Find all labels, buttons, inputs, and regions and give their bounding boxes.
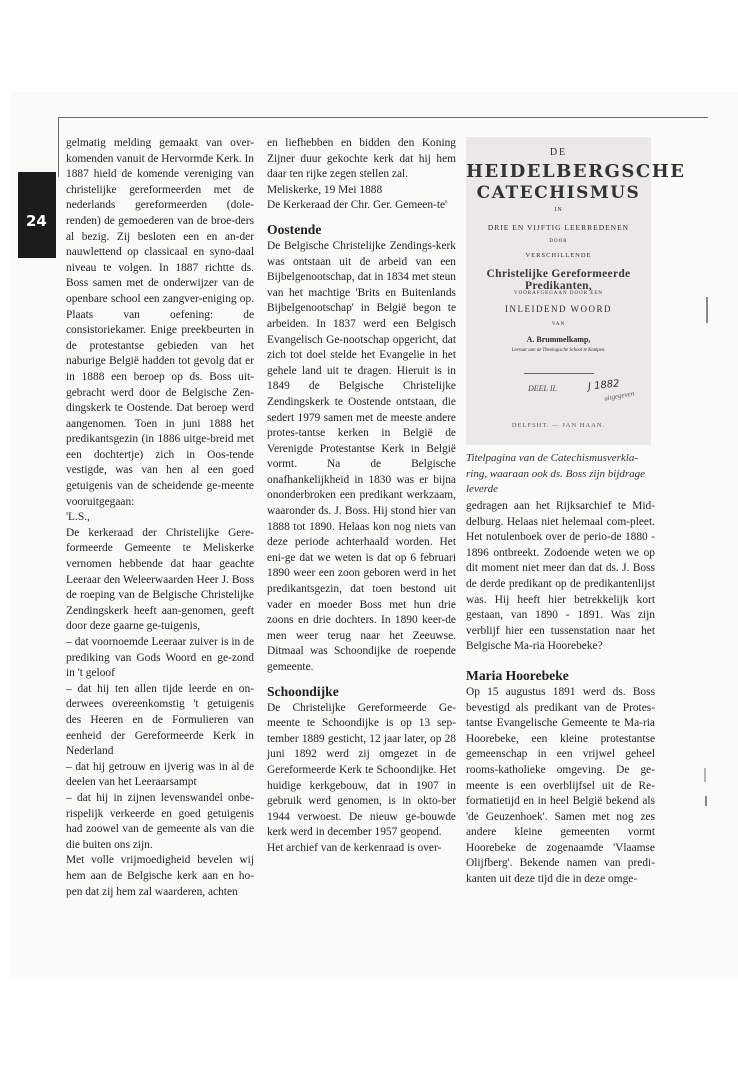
tp-leeraar: Leeraar aan de Theologische School te Kampen. [511,348,606,353]
left-rule [58,117,59,177]
col1-paragraph: – dat hij in zijnen levenswandel onbe-rispelijk verkeerde en goed getuigenis had zoowel van de gemeente als van die die buiten ons zijn. [66,791,254,851]
scan-mark [704,768,706,782]
heading-maria-hoorebeke: Maria Hoorebeke [466,667,569,683]
col2-paragraph: De Belgische Christelijke Zendings-kerk was ontstaan uit de arbeid van een Bijbelgenootschap, dat in 1834 met steun van het machtige 'Brits en Buitenlands Bijbelgenootschap' in België begon te arbeiden. In 1837 werd een Belgisch Evangelisch Ge-nootschap opgericht, dat zich tot doel stelde het Evangelie in het gehele land uit te dragen. Hieruit is in 1849 de Belgische Christelijke Zendingskerk te Oostende ontstaan, die sedert 1979 samen met de meeste andere protes-tantse kerken in België de Verenigde Protestantse Kerk in België vormt. Na de Belgische onafhankelijkheid in 1830 was er bijna ononderbroken een predikant werkzaam, waaronder ds. J. Boss. Hij stond hier van 1888 tot 1890. Helaas kon nog niets van deze periode achterhaald worden. Het eni-ge dat we weten is dat op 6 februari 1890 weer een zoon geboren werd in het predikantsgezin, dat toen bestond uit vader en moeder Boss met hun drie zoons en drie dochters. In 1890 keer-de men weer terug naar het Zeeuwse. Ditmaal was Schoondijke de roepende gemeente. [267,239,456,673]
heading-schoondijke: Schoondijke [267,683,339,699]
catechism-title-page-image [466,137,686,445]
col2-paragraph: en liefhebben en bidden den Koning Zijner duur gekochte kerk dat hij hem daar ten rijke zegen stellen zal. [267,137,456,181]
col1-paragraph: Met volle vrijmoedigheid bevelen wij hem aan de Belgische kerk aan en ho-pen dat zij hem zal waarderen, achten [66,854,254,898]
col1-paragraph: gelmatig melding gemaakt van over-komenden vanuit de Hervormde Kerk. In 1887 hield de komende vereniging van christelijke gereformeerden met de nederlands gereformeerden (dole-renden) de gemoederen van de broe-ders al bezig. Zij besloten een en an-der nauwlettend op classicaal en syno-daal niveau te volgen. In 1887 richtte ds. Boss samen met de onderwijzer van de openbare school een zangver-eniging op. Plaats van oefening: de consistoriekamer. Enige preekbeurten in de protestantse gebieden van het naburige België hadden tot gevolg dat er in 1888 een beroep op ds. Boss uit-gebracht werd door de Belgische Zen-dingskerk te Oostende. Dat beroep werd aangenomen. Toen in juni 1888 het predikantsgezin (in 1886 uitge-breid met een dochtertje) zich in Oos-tende vestigde, was van hen al een goed getuigenis van de scheidende ge-meente vooruitgegaan: [66,137,254,508]
top-rule [58,117,708,118]
col3-paragraph: gedragen aan het Rijksarchief te Mid-delburg. Helaas niet helemaal com-pleet. Het notulenboek over de perio-de 1880 - 1896 ontbreekt. Zodoende weten we op dit moment niet meer dan dat ds. J. Boss de derde predikant op de predikantenlijst was. Hij heeft hier betrekkelijk kort gestaan, van 1890 - 1891. Was zijn verblijf hier een tussenstation naar het Belgische Ma-ria Hoorebeke? [466,500,655,653]
col1-paragraph: – dat hij getrouw en ijverig was in al de deelen van het Leeraarsampt [66,760,254,789]
col2-paragraph: De Christelijke Gereformeerde Ge-meente te Schoondijke is op 13 sep-tember 1889 gesticht, 12 jaar later, op 28 juni 1892 werd zij omgezet in de Gereformeerde Kerk te Schoondijke. Het huidige kerkgebouw, dat in 1907 in gebruik werd genomen, is in okto-ber 1944 verwoest. De nieuw ge-bouwde kerk werd in december 1957 geopend. [267,701,456,839]
tp-handwriting: J 1882 [587,378,621,393]
tp-inleidend-woord: INLEIDEND WOORD [504,304,613,314]
col1-paragraph: – dat voornoemde Leeraar zuiver is in de prediking van Gods Woord en ge-zond in 't geloof [66,636,254,680]
tp-deel: DEEL II. [528,384,558,393]
col2-paragraph: De Kerkeraad der Chr. Ger. Gemeen-te' [267,199,448,212]
col2-paragraph: Meliskerke, 19 Mei 1888 [267,183,383,196]
heading-oostende: Oostende [267,221,322,237]
tp-verschillende: VERSCHILLENDE [525,252,592,259]
tp-title-line1: HEIDELBERGSCHE [466,161,686,182]
tp-subtitle: DRIE EN VIJFTIG LEERREDENEN [487,223,630,232]
scan-mark [706,297,708,323]
page-number: 24 [26,212,47,230]
col1-paragraph: 'L.S., [66,511,90,524]
tp-voorafgegaan: VOORAFGEGAAN DOOR EEN [513,291,604,296]
col3-paragraph: Op 15 augustus 1891 werd ds. Boss bevestigd als predikant van de Protes-tantse Evangelische Gemeente te Ma-ria Hoorebeke, een kleine protestantse gemeenschap in een vrijwel geheel rooms-katholieke omgeving. De ge-meente is een overblijfsel uit de Re-formatietijd en in heel België bekend als 'de Geuzenhoek'. Samen met nog zes andere kleine gemeenten vormt Hoorebeke de zogenaamde 'Vlaamse Olijfberg'. Bekende namen van predi-kanten uit deze tijd die in deze omge- [466,685,655,886]
tp-title-line2: CATECHISMUS [476,183,641,203]
scan-mark [705,796,707,806]
tp-publisher: DELFSHT. — JAN HAAN. [511,422,606,429]
tp-door: DOOR [549,239,568,244]
tp-stamp: uitgegeven [603,389,635,403]
column-2 [267,136,456,857]
tp-divider [524,373,594,374]
col1-paragraph: – dat hij ten allen tijde leerde en on-derwees overeenkomstig 't getuigenis des Heeren en de Formulieren van eenheid der Gereformeerde Kerk in Nederland [66,682,254,758]
tp-van: VAN [551,322,566,327]
tp-de: DE [549,147,568,158]
column-3 [466,499,655,888]
tp-predikanten: Christelijke Gereformeerde Predikanten, [486,268,631,292]
image-caption: Titelpagina van de Catechismusverkla-ring, waaraan ook ds. Boss zijn bijdrage leverde [466,452,646,495]
col2-paragraph: Het archief van de kerkenraad is over- [267,841,442,854]
col1-paragraph: De kerkeraad der Christelijke Gere-formeerde Gemeente te Meliskerke vernomen hebbende dat haar geachte Leeraar den Weleerwaarden Heer J. Boss de roeping van de Belgische Christelijke Zendingskerk heeft aan-genomen, geeft door deze gaarne ge-tuigenis, [66,526,254,633]
column-1 [66,136,254,900]
tp-author: A. Brummelkamp, [526,335,591,344]
tp-in: IN [554,207,563,213]
